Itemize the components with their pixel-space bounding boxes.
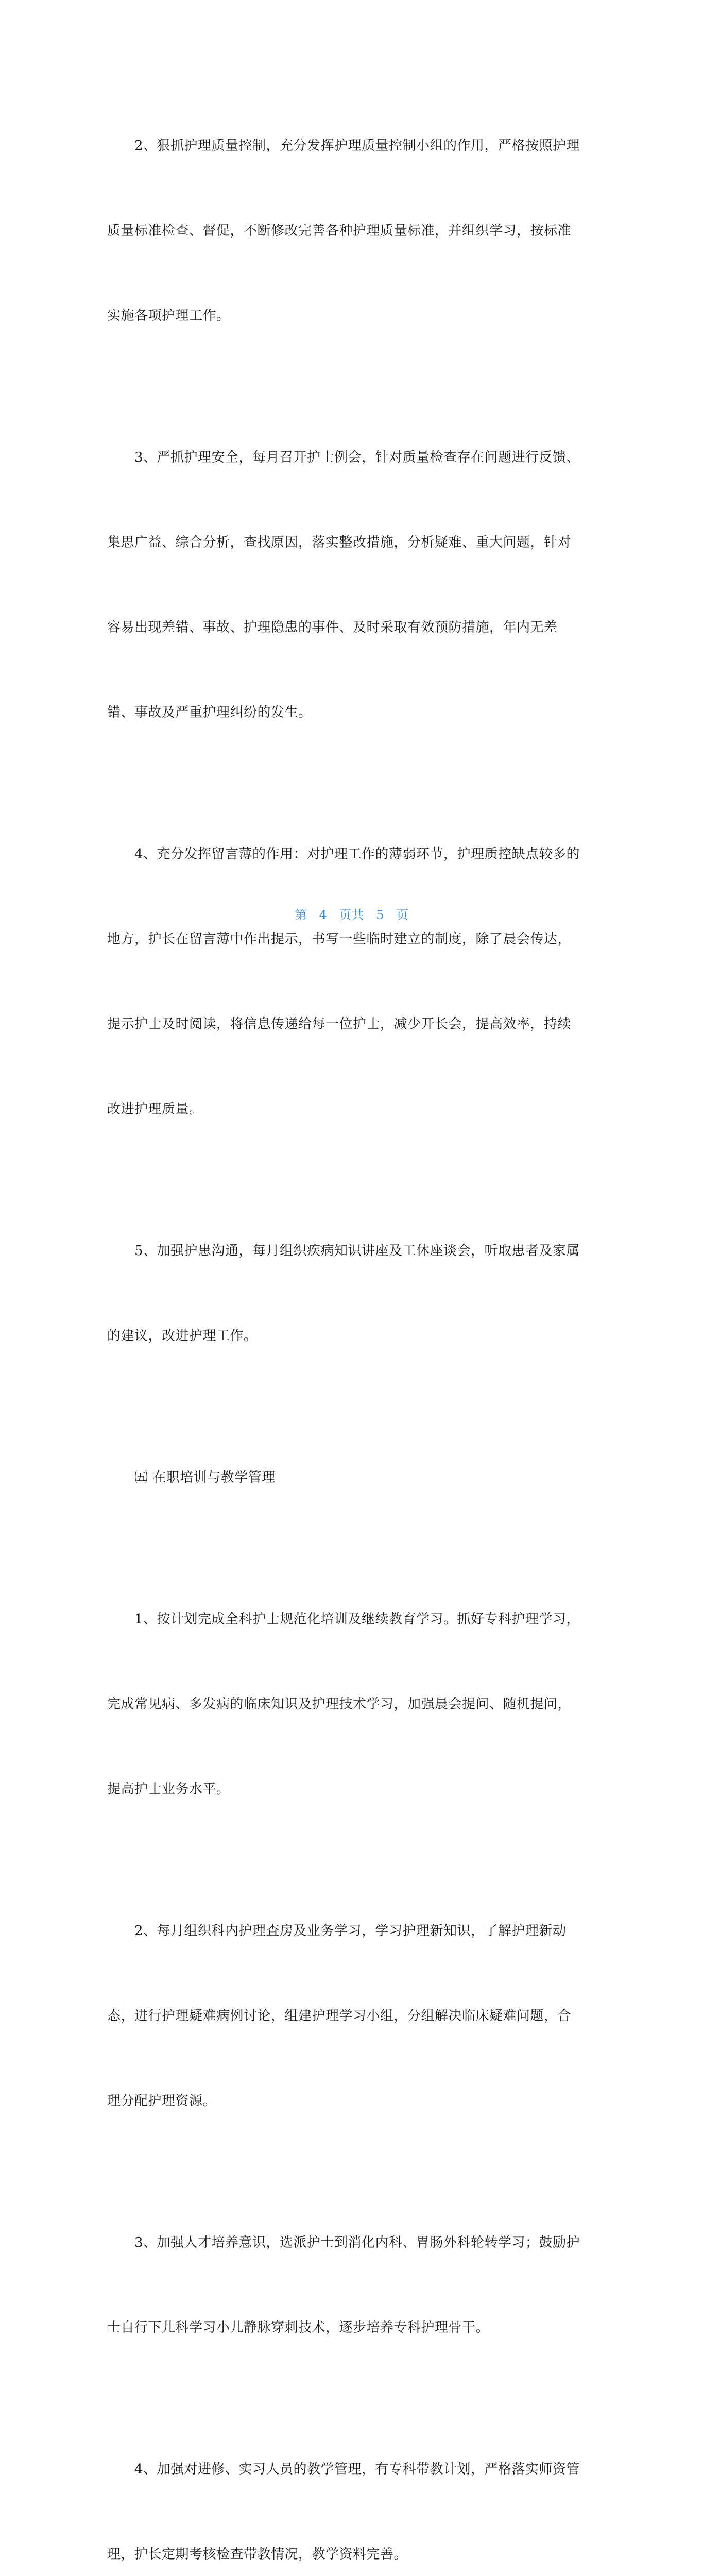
paragraph-line: 错、事故及严重护理纠纷的发生。 (107, 705, 312, 720)
paragraph-patient-communication (107, 1180, 602, 1407)
paragraph-line: 实施各项护理工作。 (107, 308, 230, 324)
paragraph-line: 2、每月组织科内护理查房及业务学习，学习护理新知识，了解护理新动 (107, 1923, 567, 1939)
paragraph-line: 的建议，改进护理工作。 (107, 1328, 258, 1344)
paragraph-nursing-safety (107, 387, 602, 784)
paragraph-line: 提示护士及时阅读，将信息传递给每一位护士，减少开长会，提高效率，持续 (107, 1016, 572, 1032)
document-body (107, 75, 602, 2576)
paragraph-line: 集思广益、综合分析，查找原因，落实整改措施，分析疑难、重大问题，针对 (107, 535, 572, 550)
paragraph-line: 完成常见病、多发病的临床知识及护理技术学习，加强晨会提问、随机提问， (107, 1697, 572, 1712)
page-number-footer (0, 905, 703, 923)
section-heading-training (107, 1407, 602, 1549)
footer-total-pages: 5 (376, 908, 384, 922)
paragraph-line: 地方，护长在留言薄中作出提示，书写一些临时建立的制度，除了晨会传达， (107, 931, 572, 947)
paragraph-line: 1、按计划完成全科护士规范化培训及继续教育学习。抓好专科护理学习， (107, 1612, 580, 1627)
paragraph-line: 改进护理质量。 (107, 1101, 203, 1117)
paragraph-line: 容易出现差错、事故、护理隐患的事件、及时采取有效预防措施，年内无差 (107, 620, 558, 635)
paragraph-ward-rounds (107, 1860, 602, 2172)
paragraph-line: 提高护士业务水平。 (107, 1782, 230, 1797)
paragraph-line: 态，进行护理疑难病例讨论，组建护理学习小组，分组解决临床疑难问题，合 (107, 2008, 572, 2024)
paragraph-teaching-management (107, 2399, 602, 2576)
footer-middle: 页共 (339, 908, 364, 922)
paragraph-line: 4、加强对进修、实习人员的教学管理，有专科带教计划，严格落实师资管 (107, 2462, 580, 2477)
paragraph-line: 3、严抓护理安全，每月召开护士例会，针对质量检查存在问题进行反馈、 (107, 450, 580, 465)
paragraph-talent-cultivation (107, 2172, 602, 2399)
footer-current-page: 4 (319, 908, 327, 922)
paragraph-line: 4、充分发挥留言薄的作用：对护理工作的薄弱环节，护理质控缺点较多的 (107, 846, 580, 862)
paragraph-line: 5、加强护患沟通，每月组织疾病知识讲座及工休座谈会，听取患者及家属 (107, 1243, 580, 1259)
footer-prefix: 第 (294, 908, 307, 922)
paragraph-line: 质量标准检查、督促，不断修改完善各种护理质量标准，并组织学习，按标准 (107, 223, 572, 239)
paragraph-line: 3、加强人才培养意识，选派护士到消化内科、胃肠外科轮转学习；鼓励护 (107, 2235, 580, 2250)
section-heading-line: ㈤ 在职培训与教学管理 (107, 1470, 276, 1485)
paragraph-message-book (107, 784, 602, 1180)
paragraph-standard-training (107, 1549, 602, 1860)
paragraph-line: 理分配护理资源。 (107, 2093, 217, 2109)
paragraph-line: 2、狠抓护理质量控制，充分发挥护理质量控制小组的作用，严格按照护理 (107, 138, 580, 154)
paragraph-quality-control (107, 75, 602, 387)
footer-suffix: 页 (396, 908, 409, 922)
paragraph-line: 士自行下儿科学习小儿静脉穿刺技术，逐步培养专科护理骨干。 (107, 2320, 490, 2335)
paragraph-line: 理，护长定期考核检查带教情况，教学资料完善。 (107, 2547, 408, 2562)
